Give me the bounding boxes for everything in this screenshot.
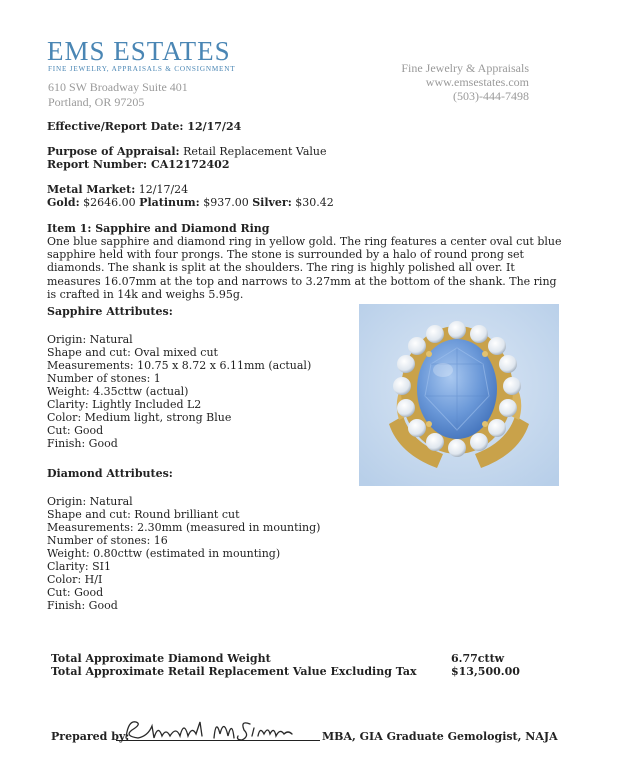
diamond-attr: Shape and cut: Round brilliant cut [47,508,240,521]
sapphire-attr: Clarity: Lightly Included L2 [47,398,202,411]
header-tagline: Fine Jewelry & Appraisals [401,61,529,75]
sapphire-attr: Origin: Natural [47,333,133,346]
platinum-value: $937.00 [203,196,249,209]
company-logo: EMS ESTATES [47,36,231,66]
credentials: MBA, GIA Graduate Gemologist, NAJA [322,730,558,743]
total-diamond-weight-label: Total Approximate Diamond Weight [51,652,271,665]
signature-mark [118,712,298,750]
total-diamond-weight-value: 6.77cttw [451,652,505,665]
total-value-label: Total Approximate Retail Replacement Value Excluding Tax [51,665,417,678]
report-number-row [47,158,230,171]
diamond-attr: Measurements: 2.30mm (measured in mounting) [47,521,321,534]
sapphire-attr: Weight: 4.35cttw (actual) [47,385,189,398]
silver-value: $30.42 [295,196,334,209]
item-title: Item 1: Sapphire and Diamond Ring [47,222,270,235]
metal-prices-row [47,196,334,209]
address-line-1: 610 SW Broadway Suite 401 [48,80,188,94]
sapphire-heading: Sapphire Attributes: [47,305,173,318]
signature-line [116,740,320,741]
purpose-value: Retail Replacement Value [183,145,327,158]
platinum-label: Platinum: [139,196,200,209]
diamond-attr: Color: H/I [47,573,103,586]
purpose-row [47,145,327,158]
phone-number: (503)-444-7498 [453,89,529,103]
diamond-attr: Finish: Good [47,599,118,612]
diamond-heading: Diamond Attributes: [47,467,173,480]
diamond-attr: Clarity: SI1 [47,560,111,573]
diamond-attr: Origin: Natural [47,495,133,508]
sapphire-attr: Number of stones: 1 [47,372,161,385]
address-line-2: Portland, OR 97205 [48,95,145,109]
sapphire-attr: Cut: Good [47,424,104,437]
prepared-by-label: Prepared by: [51,730,130,743]
metal-market-label: Metal Market: [47,183,136,196]
silver-label: Silver: [252,196,292,209]
diamond-attr: Number of stones: 16 [47,534,168,547]
sapphire-attr: Shape and cut: Oval mixed cut [47,346,218,359]
sapphire-attr: Measurements: 10.75 x 8.72 x 6.11mm (actual) [47,359,312,372]
item-description: One blue sapphire and diamond ring in yellow gold. The ring features a center oval cut blue sapphire held with four prongs. The stone is surrounded by a halo of round prong set diamonds. The shank is split at the shoulders. The ring is highly polished all over. It measures 16.07mm at the top and narrows to 3.27mm at the bottom of the shank. The ring is crafted in 14k and weighs 5.95g. [47,235,562,301]
total-value-amount: $13,500.00 [451,665,520,678]
diamond-attr: Weight: 0.80cttw (estimated in mounting) [47,547,281,560]
purpose-label: Purpose of Appraisal: [47,145,180,158]
report-number-label: Report Number: [47,158,148,171]
gold-label: Gold: [47,196,80,209]
metal-market-row [47,183,188,196]
metal-market-value: 12/17/24 [138,183,189,196]
sapphire-attr: Finish: Good [47,437,118,450]
company-tagline: FINE JEWELRY, APPRAISALS & CONSIGNMENT [48,65,236,73]
report-date: Effective/Report Date: 12/17/24 [47,120,242,133]
sapphire-attr: Color: Medium light, strong Blue [47,411,232,424]
ring-photo [359,304,559,486]
ring-illustration [359,304,559,486]
website-link[interactable]: www.emsestates.com [425,75,529,89]
diamond-attr: Cut: Good [47,586,104,599]
report-number-value: CA12172402 [150,158,230,171]
gold-value: $2646.00 [83,196,136,209]
